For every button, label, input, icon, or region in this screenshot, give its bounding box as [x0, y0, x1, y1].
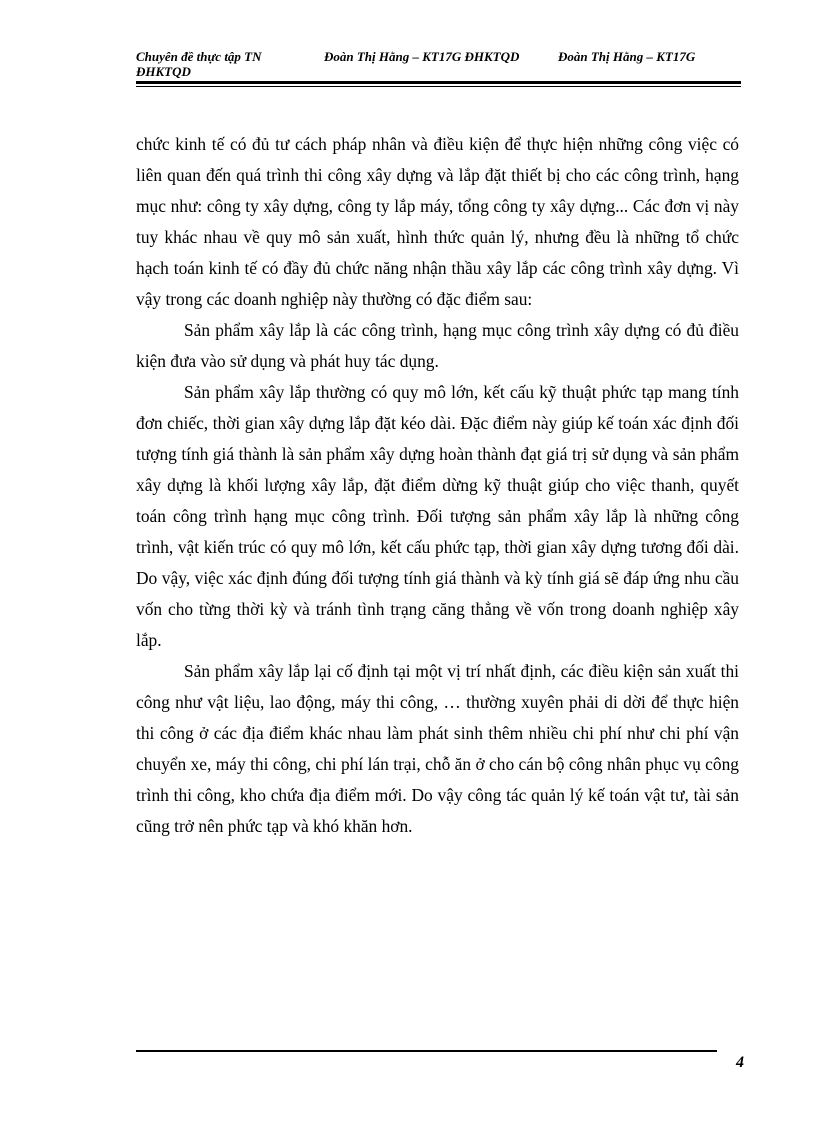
paragraph: Sản phẩm xây lắp là các công trình, hạng mục công trình xây dựng có đủ điều kiện đưa vào sử dụng và phát huy tác dụng.: [136, 320, 739, 371]
footer-rule: [136, 1050, 717, 1052]
header-left-line2: ĐHKTQD: [136, 64, 191, 79]
header-rule-thick: [136, 81, 741, 84]
header-right: Đoàn Thị Hằng – KT17G: [558, 49, 696, 64]
paragraph: Sản phẩm xây lắp thường có quy mô lớn, kết cấu kỹ thuật phức tạp mang tính đơn chiếc, thời gian xây dựng lắp đặt kéo dài. Đặc điểm này giúp kế toán xác định đối tượng tính giá thành là sản phẩm xây dựng hoàn thành đạt giá trị sử dụng và sản phẩm xây dựng là khối lượng xây lắp, đặt điểm dừng kỹ thuật giúp cho việc thanh, quyết toán công trình hạng mục công trình. Đối tượng sản phẩm xây lắp là những công trình, vật kiến trúc có quy mô lớn, kết cấu phức tạp, thời gian xây dựng tương đối dài. Do vậy, việc xác định đúng đối tượng tính giá thành và kỳ tính giá sẽ đáp ứng nhu cầu vốn cho từng thời kỳ và tránh tình trạng căng thẳng về vốn trong doanh nghiệp xây lắp.: [136, 382, 739, 650]
paragraph: Sản phẩm xây lắp lại cố định tại một vị trí nhất định, các điều kiện sản xuất thi công như vật liệu, lao động, máy thi công, … thường xuyên phải di dời để thực hiện thi công ở các địa điểm khác nhau làm phát sinh thêm nhiều chi phí như chi phí vận chuyển xe, máy thi công, chi phí lán trại, chỗ ăn ở cho cán bộ công nhân phục vụ công trình thi công, kho chứa địa điểm mới. Do vậy công tác quản lý kế toán vật tư, tài sản cũng trở nên phức tạp và khó khăn hơn.: [136, 661, 739, 836]
paragraph-continued: chức kinh tế có đủ tư cách pháp nhân và điều kiện để thực hiện những công việc có liên quan đến quá trình thi công xây dựng và lắp đặt thiết bị cho các công trình, hạng mục như: công ty xây dựng, công ty lắp máy, tổng công ty xây dựng... Các đơn vị này tuy khác nhau về quy mô sản xuất, hình thức quản lý, nhưng đều là những tổ chức hạch toán kinh tế có đầy đủ chức năng nhận thầu xây lắp các công trình xây dựng. Vì vậy trong các doanh nghiệp này thường có đặc điểm sau:: [136, 134, 739, 309]
page-body: [136, 129, 739, 842]
header-left-line1: Chuyên đề thực tập TN: [136, 49, 262, 64]
page-number: 4: [736, 1054, 744, 1071]
header-rule-thin: [136, 86, 741, 87]
page-header: [136, 47, 741, 83]
header-center: Đoàn Thị Hằng – KT17G ĐHKTQD: [324, 49, 520, 64]
